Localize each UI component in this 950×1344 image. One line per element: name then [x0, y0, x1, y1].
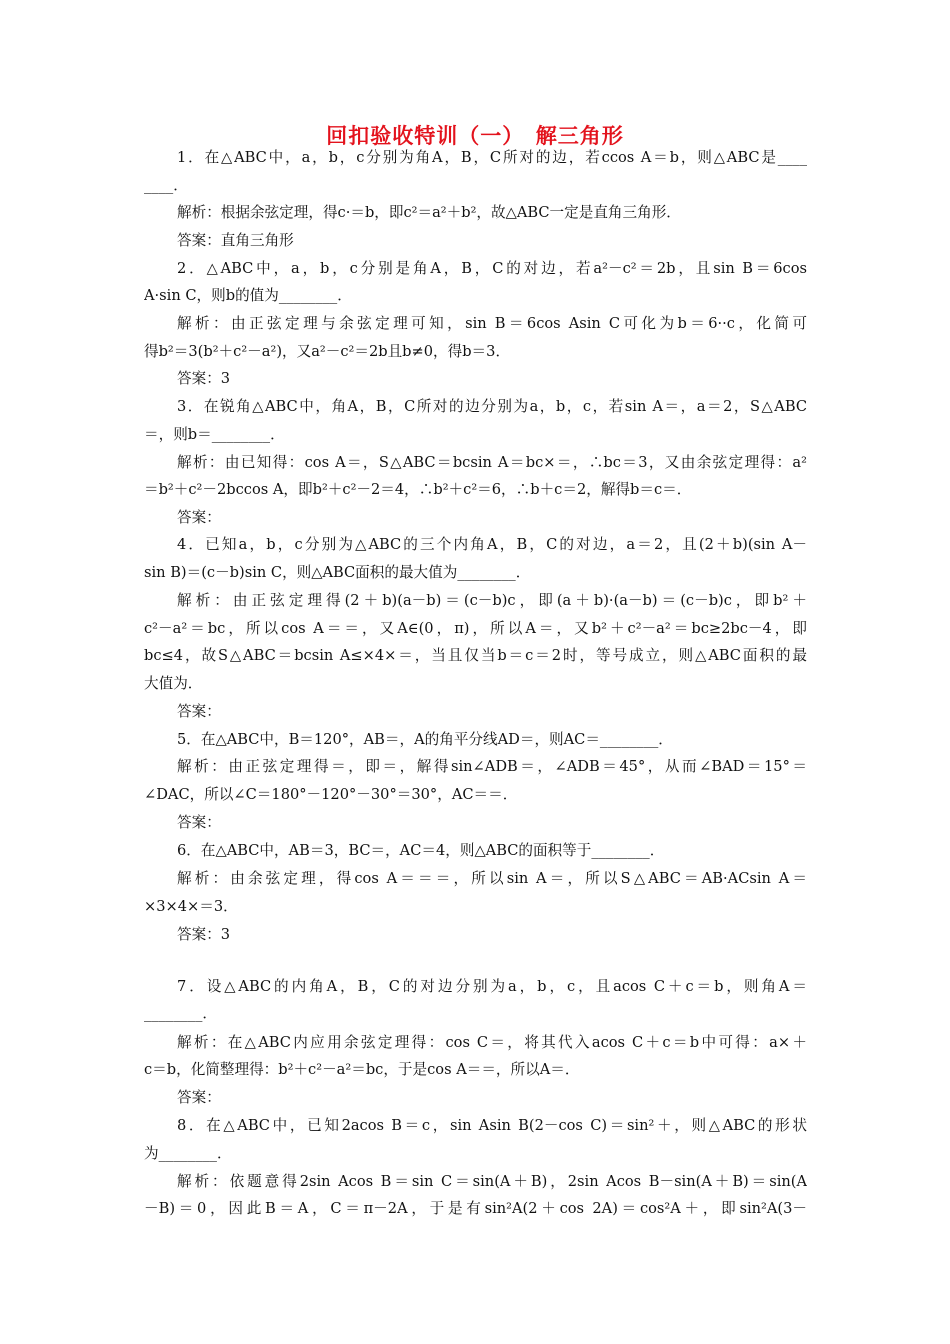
text-line: 答案：3	[177, 926, 231, 943]
text-line: 答案：	[177, 1089, 221, 1106]
text-line: 解析：由正弦定理得(2＋b)(a－b)＝(c－b)c，即(a＋b)·(a－b)＝(c－b)c，即b²＋	[177, 592, 807, 609]
text-line: 6．在△ABC中，AB＝3，BC＝，AC＝4，则△ABC的面积等于________．	[177, 842, 665, 859]
text-line: ×3×4×＝3．	[144, 898, 238, 915]
text-line: 3．在锐角△ABC中，角A，B，C所对的边分别为a，b，c，若sin A＝，a＝2，S△ABC	[177, 398, 807, 415]
text-line: 大值为．	[144, 675, 203, 692]
text-line: A·sin C，则b的值为________．	[144, 287, 352, 304]
text-line: 解析：由正弦定理与余弦定理可知，sin B＝6cos Asin C可化为b＝6··c，化简可	[177, 315, 807, 332]
text-line: 8．在△ABC中，已知2acos B＝c，sin Asin B(2－cos C)＝sin²＋，则△ABC的形状	[177, 1117, 807, 1134]
text-line: 解析：依题意得2sin Acos B＝sin C＝sin(A＋B)，2sin Acos B－sin(A＋B)＝sin(A	[177, 1173, 807, 1190]
text-line: 为________．	[144, 1145, 232, 1162]
text-line: 答案：	[177, 509, 221, 526]
text-line: －B)＝0，因此B＝A，C＝π－2A，于是有sin²A(2＋cos 2A)＝cos²A＋，即sin²A(3－	[144, 1200, 807, 1217]
text-line: 得b²＝3(b²＋c²－a²)，又a²－c²＝2b且b≠0，得b＝3．	[144, 343, 511, 360]
text-line: 2．△ABC中，a，b，c分别是角A，B，C的对边，若a²－c²＝2b，且sin B＝6cos	[177, 260, 807, 277]
text-line: 解析：根据余弦定理，得c·＝b，即c²＝a²＋b²，故△ABC一定是直角三角形．	[177, 204, 681, 221]
text-line: 解析：在△ABC内应用余弦定理得：cos C＝，将其代入acos C＋c＝b中可得：a×＋	[177, 1034, 807, 1051]
text-line: bc≤4，故S△ABC＝bcsin A≤×4×＝，当且仅当b＝c＝2时，等号成立，则△ABC面积的最	[144, 647, 807, 664]
text-line: 解析：由正弦定理得＝，即＝，解得sin∠ADB＝，∠ADB＝45°，从而∠BAD＝15°＝	[177, 758, 807, 775]
text-line: ____．	[144, 177, 188, 194]
page-title: 回扣验收特训（一） 解三角形	[326, 124, 624, 148]
text-line: 答案：	[177, 814, 221, 831]
text-line: 5．在△ABC中，B＝120°，AB＝，A的角平分线AD＝，则AC＝________．	[177, 731, 673, 748]
text-line: 解析：由余弦定理，得cos A＝＝＝，所以sin A＝，所以S△ABC＝AB·ACsin A＝	[177, 870, 807, 887]
text-line: sin B)＝(c－b)sin C，则△ABC面积的最大值为________．	[144, 564, 531, 581]
text-line: 答案：	[177, 703, 221, 720]
text-line: 7．设△ABC的内角A，B，C的对边分别为a，b，c，且acos C＋c＝b，则角A＝	[177, 978, 807, 995]
text-line: c²－a²＝bc，所以cos A＝＝，又A∈(0，π)，所以A＝，又b²＋c²－a²＝bc≥2bc－4，即	[144, 620, 807, 637]
text-line: ∠DAC，所以∠C＝180°－120°－30°＝30°，AC＝＝．	[144, 786, 518, 803]
text-line: 答案：直角三角形	[177, 232, 294, 249]
text-line: 解析：由已知得：cos A＝，S△ABC＝bcsin A＝bc×＝，∴bc＝3，又由余弦定理得：a²	[177, 454, 807, 471]
text-line: 4．已知a，b，c分别为△ABC的三个内角A，B，C的对边，a＝2，且(2＋b)(sin A－	[177, 536, 807, 553]
text-line: c＝b，化简整理得：b²＋c²－a²＝bc，于是cos A＝＝，所以A＝．	[144, 1061, 580, 1078]
text-line: ＝b²＋c²－2bccos A，即b²＋c²－2＝4，∴b²＋c²＝6，∴b＋c＝2，解得b＝c＝．	[144, 481, 692, 498]
text-line: ________．	[144, 1005, 217, 1022]
text-line: 1．在△ABC中，a，b，c分别为角A，B，C所对的边，若ccos A＝b，则△ABC是____	[177, 149, 807, 166]
text-line: 答案：3	[177, 370, 231, 387]
text-line: ＝，则b＝________．	[144, 426, 285, 443]
